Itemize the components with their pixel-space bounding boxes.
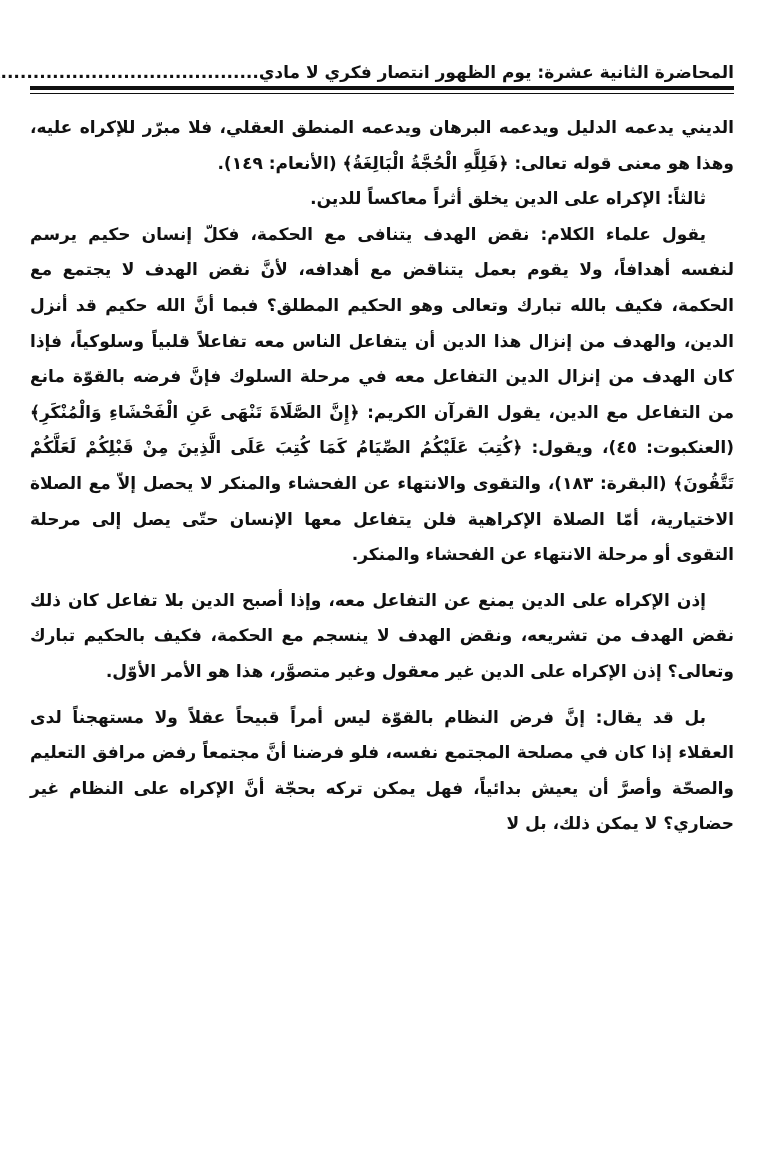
paragraph-4: بل قد يقال: إنَّ فرض النظام بالقوّة ليس أمراً قبيحاً عقلاً ولا مستهجناً لدى العقلاء إذا كان في مصلحة المجتمع نفسه، فلو فرضنا أنَّ مجتمعاً رفض مرافق التعليم والصحّة وأصرَّ أن يعيش بدائياً، فهل يمكن تركه بحجّة أنَّ الإكراه على النظام غير حضاري؟ لا يمكن ذلك، بل لا xyxy=(30,707,734,835)
paragraph-3: إذن الإكراه على الدين يمنع عن التفاعل معه، وإذا أصبح الدين بلا تفاعل كان ذلك نقض الهدف من تشريعه، ونقض الهدف لا ينسجم مع الحكمة، فكيف بالحكيم تبارك وتعالى؟ إذن الإكراه على الدين غير معقول وغير متصوَّر، هذا هو الأمر الأوّل. xyxy=(30,590,734,682)
third-point-text: الإكراه على الدين يخلق أثراً معاكساً للدين. xyxy=(310,189,667,210)
page-number xyxy=(0,62,1,84)
leader-dots: ........................................ xyxy=(0,63,259,83)
header-rule-thin xyxy=(30,93,734,94)
running-header xyxy=(0,52,734,84)
paragraph-2: يقول علماء الكلام: نقض الهدف يتنافى مع الحكمة، فكلّ إنسان حكيم يرسم لنفسه أهدافاً، ولا يقوم بعمل يتناقض مع أهدافه، لأنَّ نقض الهدف لا يجتمع مع الحكمة، فكيف بالله تبارك وتعالى وهو الحكيم المطلق؟ فبما أنَّ الله حكيم قد أنزل الدين، والهدف من إنزال هذا الدين أن يتفاعل الناس معه تفاعلاً قلبياً وسلوكياً، فإذا كان الهدف من إنزال الدين التفاعل معه في مرحلة السلوك فإنَّ فرضه بالقوّة مانع من التفاعل مع الدين، يقول القرآن الكريم: ﴿إِنَّ الصَّلَاةَ تَنْهَى عَنِ الْفَحْشَاءِ وَالْمُنْكَرِ﴾ (العنكبوت: ٤٥)، ويقول: ﴿كُتِبَ عَلَيْكُمُ الصِّيَامُ كَمَا كُتِبَ عَلَى الَّذِينَ مِنْ قَبْلِكُمْ لَعَلَّكُمْ تَتَّقُونَ﴾ (البقرة: ١٨٣)، والتقوى والانتهاء عن الفحشاء والمنكر لا يحصل إلاّ مع الصلاة الاختيارية، أمّا الصلاة الإكراهية فلن يتفاعل معها الإنسان حتّى يصل إلى مرحلة التقوى أو مرحلة الانتهاء عن الفحشاء والمنكر. xyxy=(30,224,734,566)
third-point xyxy=(30,182,734,218)
chapter-title: المحاضرة الثانية عشرة: يوم الظهور انتصار فكري لا مادي xyxy=(258,63,734,83)
body-text xyxy=(30,111,734,843)
paragraph-1: الديني يدعمه الدليل ويدعمه البرهان ويدعمه المنطق العقلي، فلا مبرّر للإكراه عليه، وهذا هو معنى قوله تعالى: ﴿فَلِلَّهِ الْحُجَّةُ الْبَالِغَةُ﴾ (الأنعام: ١٤٩). xyxy=(30,118,734,174)
third-point-label: ثالثاً: xyxy=(666,189,706,210)
header-rule-thick xyxy=(30,86,734,90)
